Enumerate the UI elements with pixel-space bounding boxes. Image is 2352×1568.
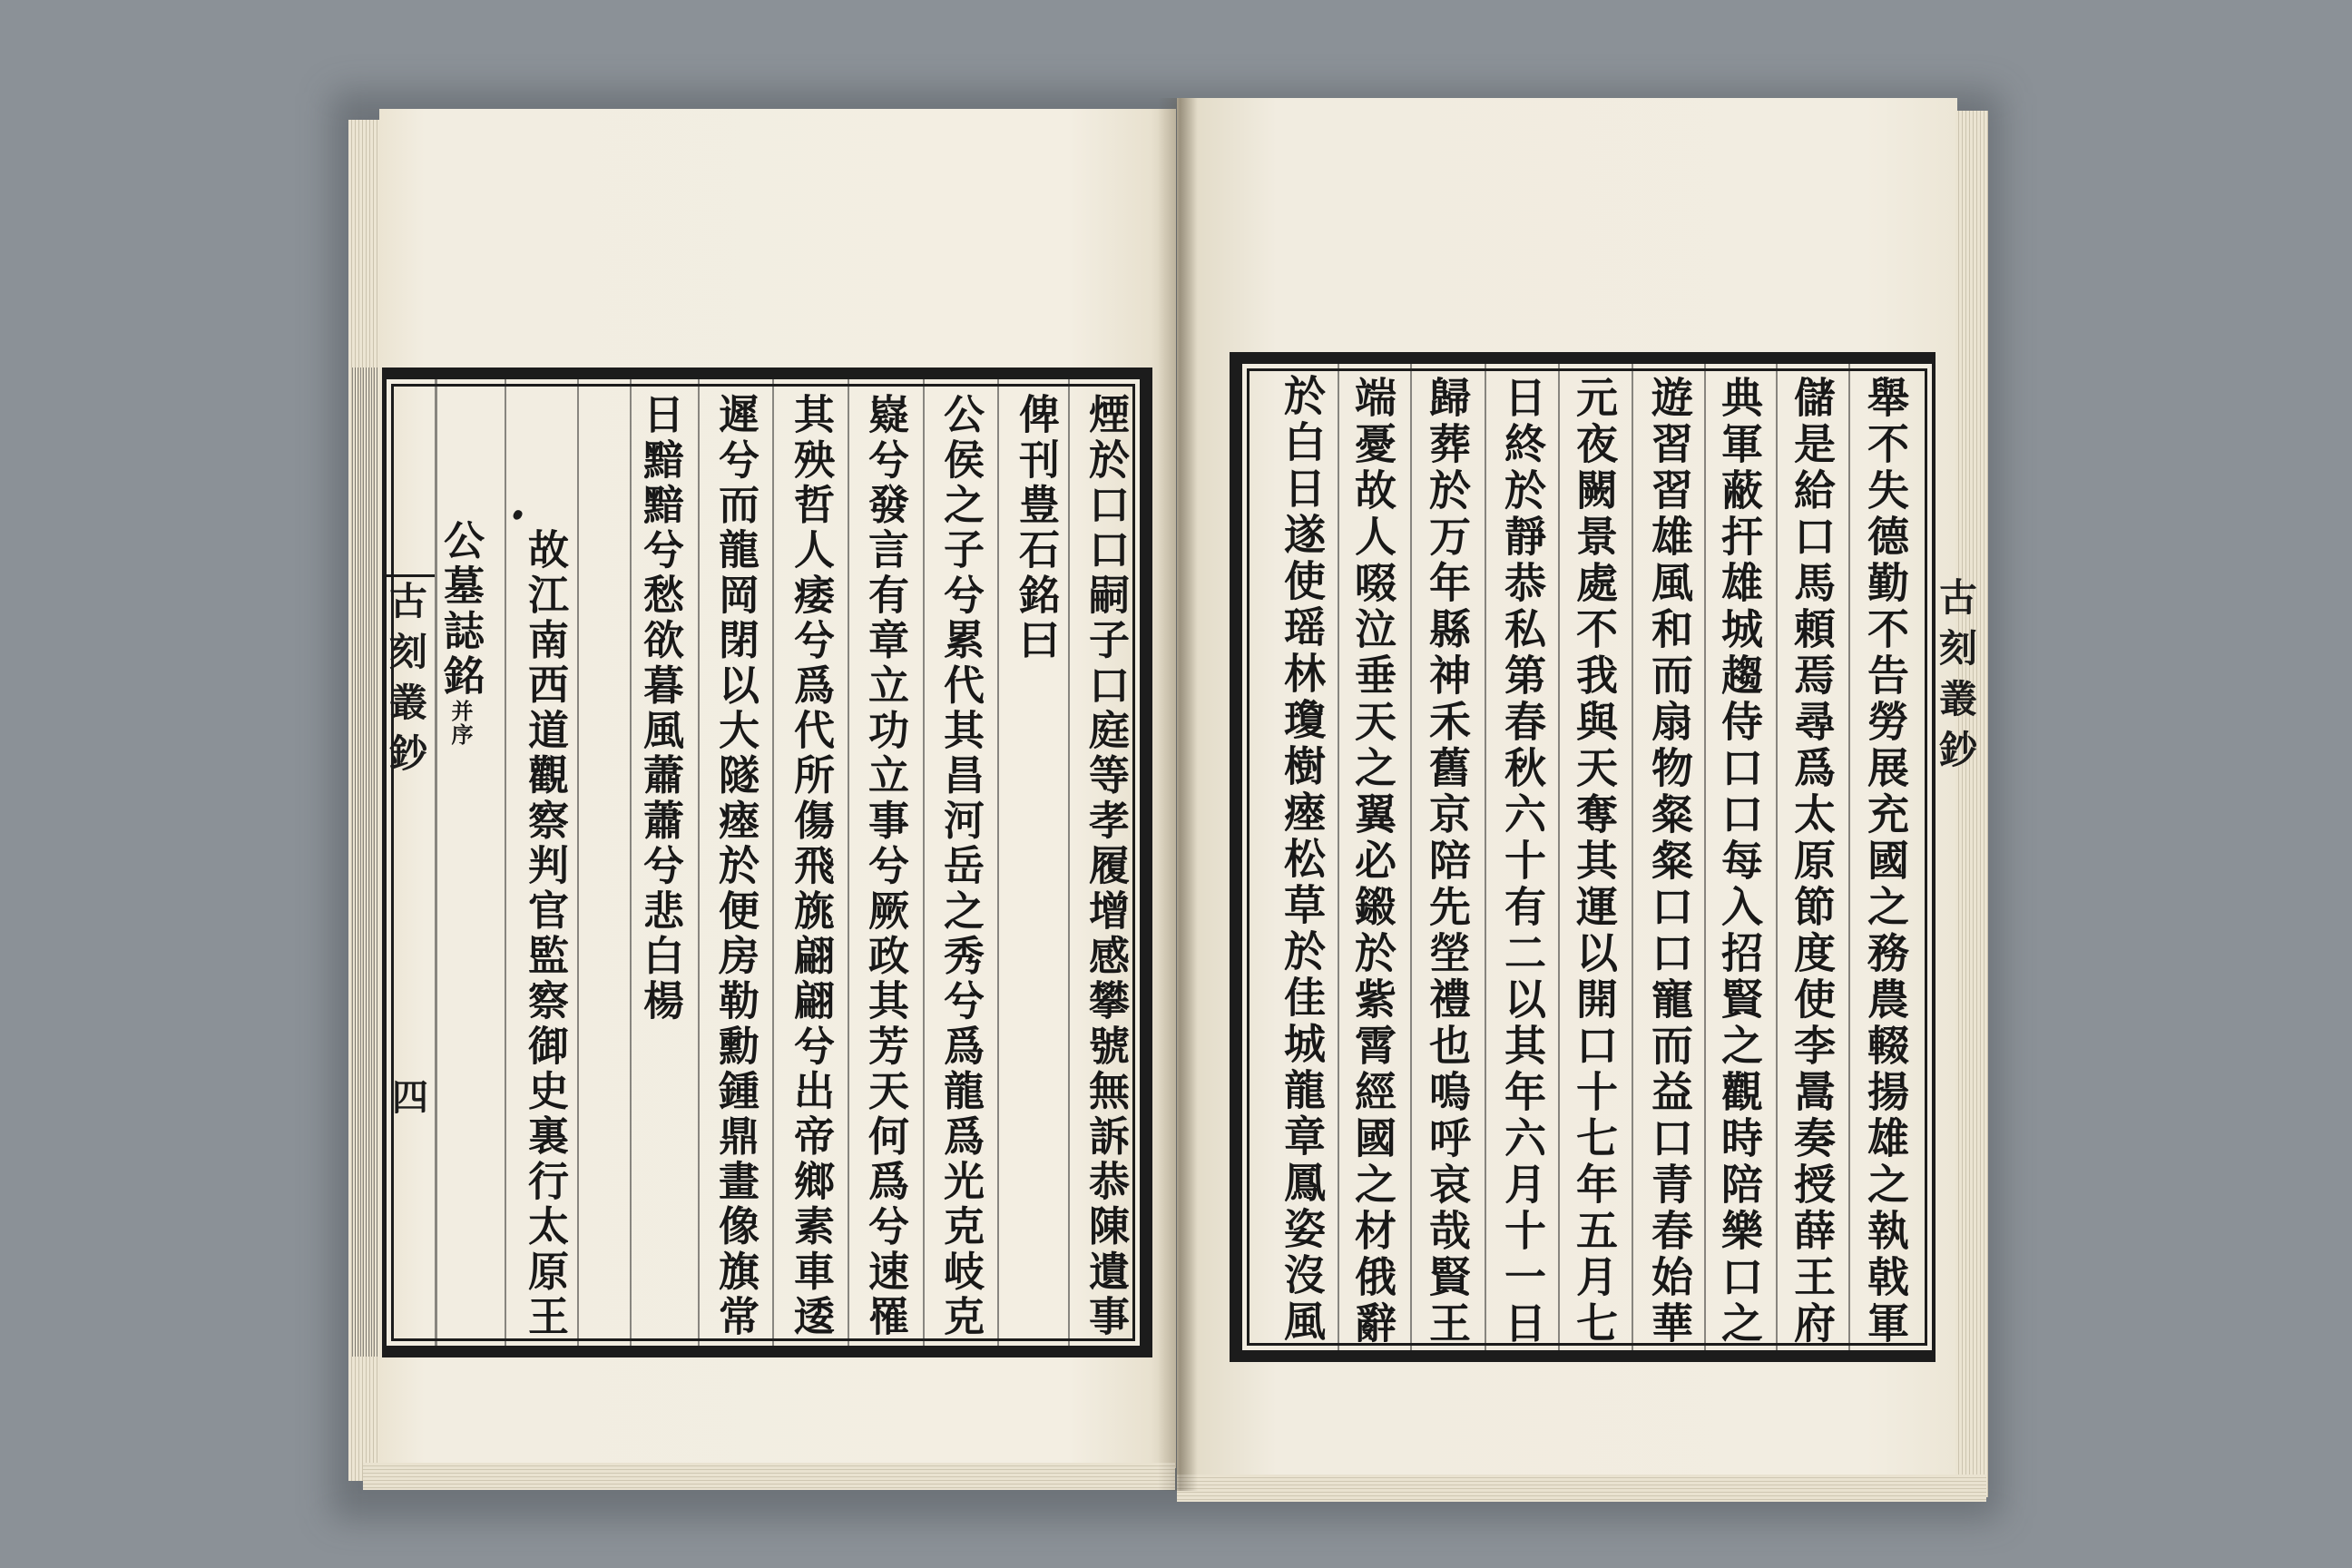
left-text-column-3: 公侯之子兮累代其昌河岳之秀兮爲龍爲光克岐克 (936, 393, 985, 1340)
column-rule (997, 379, 999, 1346)
column-rule (1632, 364, 1633, 1350)
left-text-column-7: 日黯黯兮愁欲暮風蕭蕭兮悲白楊 (636, 393, 684, 1024)
right-page-edge-stack (1955, 111, 1988, 1497)
right-text-column-6: 日終於靜恭私第春秋六十有二以其年六月十一日 (1498, 376, 1547, 1348)
epitaph-title: 公墓誌銘 (436, 519, 485, 700)
left-text-column-2: 俾刊豊石銘曰 (1012, 393, 1060, 664)
column-rule (1776, 364, 1778, 1350)
left-page-edge-ink (350, 368, 379, 1357)
right-text-column-1: 舉不失德勤不告勞展充國之務農輟揚雄之執戟軍 (1861, 376, 1910, 1348)
left-margin-book-title: 古刻叢鈔 (384, 581, 428, 784)
right-text-column-5: 元夜闕景處不我與天奪其運以開口十七年五月七 (1570, 376, 1619, 1348)
left-text-column-4: 嶷兮發言有章立功立事兮厥政其芳天何爲兮速罹 (861, 393, 909, 1340)
left-page-bottom-edge (363, 1463, 1175, 1490)
column-rule (630, 379, 632, 1346)
column-rule (698, 379, 700, 1346)
left-text-column-5: 其殃哲人痿兮爲代所傷飛旐翩翩兮出帝鄉素車逶 (787, 393, 835, 1340)
column-rule (1068, 379, 1070, 1346)
left-text-column-1: 煙於口口嗣子口庭等孝履增感攀號無訴恭陳遺事 (1082, 393, 1130, 1340)
column-rule (577, 379, 579, 1346)
book-gutter (1158, 98, 1198, 1491)
column-rule (1338, 364, 1339, 1350)
page-number: 四 (392, 1076, 428, 1119)
column-rule (1848, 364, 1850, 1350)
column-rule (848, 379, 849, 1346)
right-text-column-8: 端憂故人啜泣垂天之翼必鎩於紫霄經國之材俄辭 (1348, 376, 1397, 1348)
right-text-column-2: 儲是給口馬頼焉尋爲太原節度使李暠奏授薛王府 (1788, 376, 1837, 1348)
right-text-column-4: 遊習習雄風和而扇物粲粲口口寵而益口青春始華 (1645, 376, 1694, 1348)
column-rule (1558, 364, 1560, 1350)
right-margin-book-title: 古刻叢鈔 (1934, 577, 1978, 780)
right-margin-clip (1934, 572, 1978, 808)
right-page-bottom-edge (1177, 1475, 1986, 1502)
fold-column-divider (387, 574, 435, 577)
column-rule (1485, 364, 1486, 1350)
right-text-column-7: 歸葬於万年縣神禾舊京陪先塋禮也嗚呼哀哉賢王 (1423, 376, 1472, 1348)
right-text-column-3: 典軍蔽扞雄城趨侍口口每入招賢之觀時陪樂口之 (1715, 376, 1764, 1348)
column-rule (505, 379, 506, 1346)
column-rule (1410, 364, 1412, 1350)
epitaph-title-note: 并序 (447, 699, 474, 747)
column-rule (772, 379, 774, 1346)
column-rule (1704, 364, 1706, 1350)
right-text-column-9: 於白日遂使瑶林瓊樹瘞松草於佳城龍章鳳姿沒風 (1278, 374, 1327, 1346)
epitaph-title-column (437, 519, 483, 747)
left-text-column-6: 遲兮而龍岡閉以大隧瘞於便房勒勳鍾鼎畫像旗常 (711, 393, 760, 1340)
left-text-column-8: 故江南西道觀察判官監察御史裏行太原王 (521, 528, 569, 1340)
column-rule (923, 379, 925, 1346)
